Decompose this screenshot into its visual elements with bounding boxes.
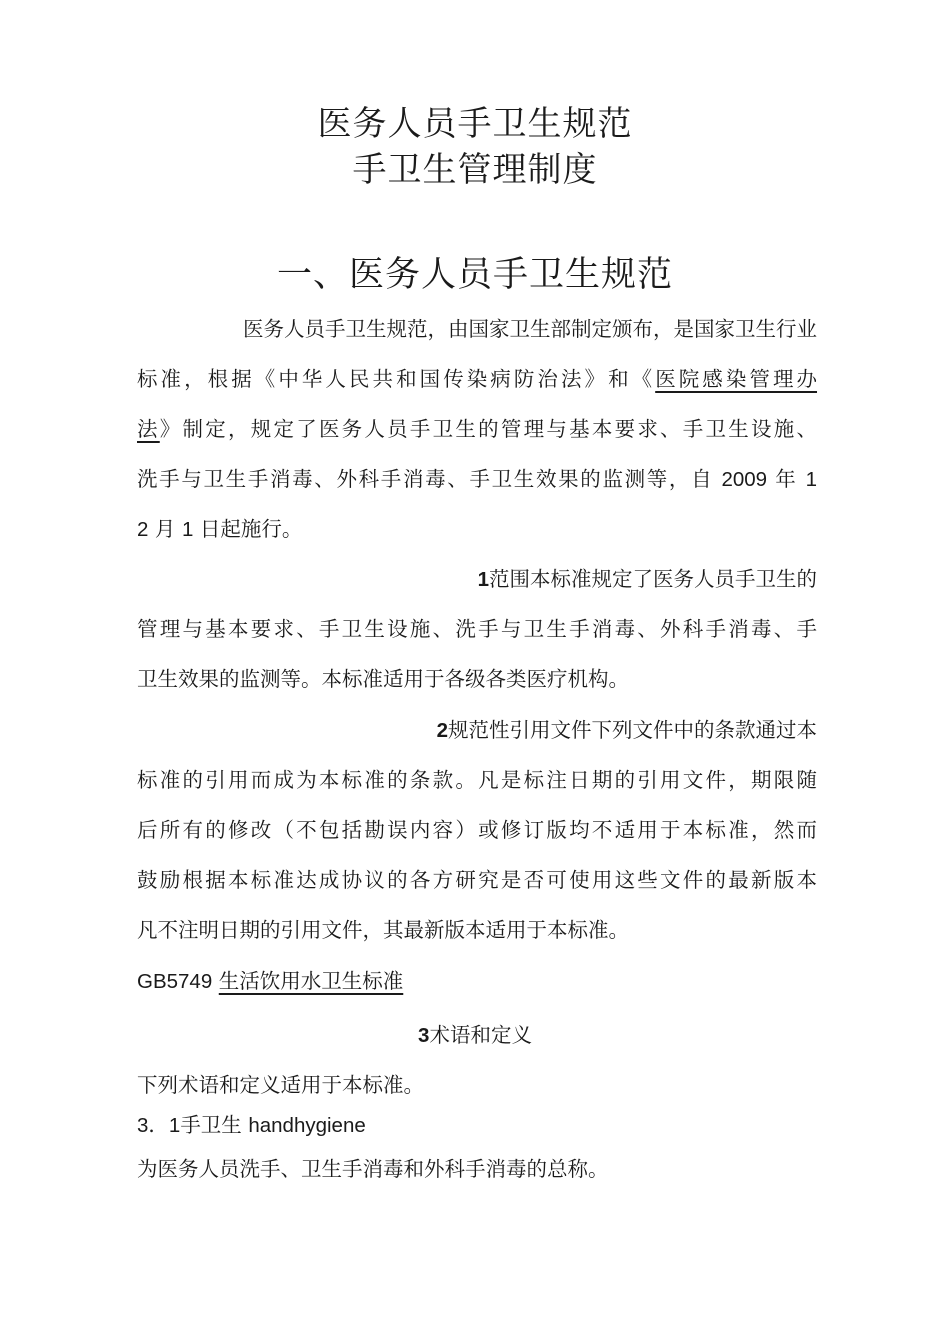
refs-line-1: 2规范性引用文件下列文件中的条款通过本 — [436, 718, 817, 742]
refs-line-4: 鼓励根据本标准达成协议的各方研究是否可使用这些文件的最新版本 — [137, 868, 817, 892]
refs-line-5: 凡不注明日期的引用文件，其最新版本适用于本标准。 — [137, 918, 629, 942]
gb-code: GB5749 — [137, 970, 213, 993]
scope-line-2: 管理与基本要求、手卫生设施、洗手与卫生手消毒、外科手消毒、手 — [137, 617, 817, 641]
intro-line-4: 洗手与卫生手消毒、外科手消毒、手卫生效果的监测等，自 2009 年 1 — [137, 467, 817, 491]
document-title: 医务人员手卫生规范 — [317, 104, 633, 144]
terms-number: 3 — [418, 1024, 430, 1047]
gb-title-link[interactable]: 生活饮用水卫生标准 — [218, 969, 404, 993]
regulation-link[interactable]: 医院感染管理办 — [655, 367, 818, 391]
scope-number: 1 — [477, 568, 489, 591]
refs-number: 2 — [436, 719, 448, 742]
intro-line-3: 法》制定，规定了医务人员手卫生的管理与基本要求、手卫生设施、 — [137, 417, 818, 441]
intro-line-1: 医务人员手卫生规范，由国家卫生部制定颁布，是国家卫生行业 — [243, 317, 817, 341]
gb-reference — [137, 964, 817, 994]
intro-line-5: 2 月 1 日起施行。 — [137, 517, 303, 541]
document-subtitle: 手卫生管理制度 — [352, 150, 598, 190]
refs-line-2: 标准的引用而成为本标准的条款。凡是标注日期的引用文件，期限随 — [137, 768, 817, 792]
scope-line-1: 1范围本标准规定了医务人员手卫生的 — [477, 567, 817, 591]
terms-intro: 下列术语和定义适用于本标准。 — [137, 1073, 424, 1097]
scope-line-3: 卫生效果的监测等。本标准适用于各级各类医疗机构。 — [137, 667, 629, 691]
regulation-link-cont[interactable]: 法 — [137, 417, 160, 441]
term-3-1: 3．1手卫生 handhygiene — [137, 1113, 366, 1137]
term-3-1-definition: 为医务人员洗手、卫生手消毒和外科手消毒的总称。 — [137, 1157, 609, 1181]
terms-heading: 3术语和定义 — [418, 1023, 532, 1047]
section-heading: 一、医务人员手卫生规范 — [276, 255, 673, 295]
refs-line-3: 后所有的修改（不包括勘误内容）或修订版均不适用于本标准，然而 — [137, 818, 817, 842]
intro-line-2: 标准，根据《中华人民共和国传染病防治法》和《医院感染管理办 — [137, 367, 818, 391]
